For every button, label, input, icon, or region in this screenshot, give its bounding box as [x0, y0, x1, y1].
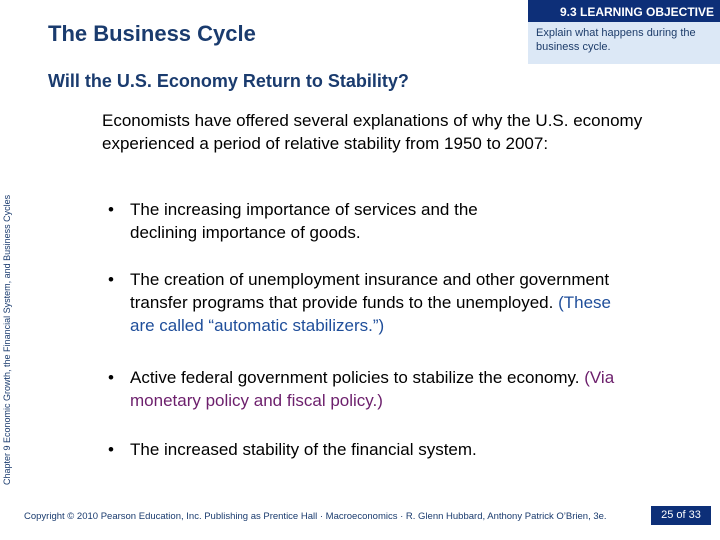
- bullet-marker: •: [108, 440, 114, 459]
- bullet-item-unemployment-insurance: [108, 268, 628, 337]
- bullet-note: (These are called “automatic stabilizers.”): [130, 293, 612, 335]
- bullet-marker: •: [108, 200, 114, 219]
- slide-heading: Will the U.S. Economy Return to Stability?: [48, 71, 409, 91]
- learning-objective-heading: 9.3 LEARNING OBJECTIVE: [528, 0, 720, 22]
- bullet-marker: •: [108, 368, 114, 387]
- bullet-item-services: [108, 198, 528, 244]
- bullet-item-federal-policies: [108, 366, 628, 412]
- page-number: 25 of 33: [651, 506, 711, 525]
- learning-objective-text: Explain what happens during the business cycle.: [528, 22, 720, 64]
- intro-paragraph: Economists have offered several explanations of why the U.S. economy experienced a period of relative stability from 1950 to 2007:: [102, 111, 643, 153]
- bullet-text: The increasing importance of services and the declining importance of goods.: [130, 200, 478, 242]
- bullet-text: Active federal government policies to stabilize the economy.: [130, 368, 580, 387]
- chapter-side-label: Chapter 9 Economic Growth, the Financial System, and Business Cycles: [2, 194, 12, 485]
- bullet-text: The creation of unemployment insurance and other government transfer programs that provide funds to the unemployed.: [130, 270, 610, 312]
- bullet-item-financial-stability: [108, 438, 668, 461]
- bullet-marker: •: [108, 270, 114, 289]
- footer-copyright: Copyright © 2010 Pearson Education, Inc. Publishing as Prentice Hall · Macroeconomics · R. Glenn Hubbard, Anthony Patrick O’Brien, 3e.: [24, 511, 607, 522]
- bullet-note: (Via monetary policy and fiscal policy.): [130, 368, 615, 410]
- bullet-text: The increased stability of the financial system.: [130, 440, 477, 459]
- learning-objective-box: [528, 0, 720, 64]
- slide-section-title: The Business Cycle: [48, 21, 256, 46]
